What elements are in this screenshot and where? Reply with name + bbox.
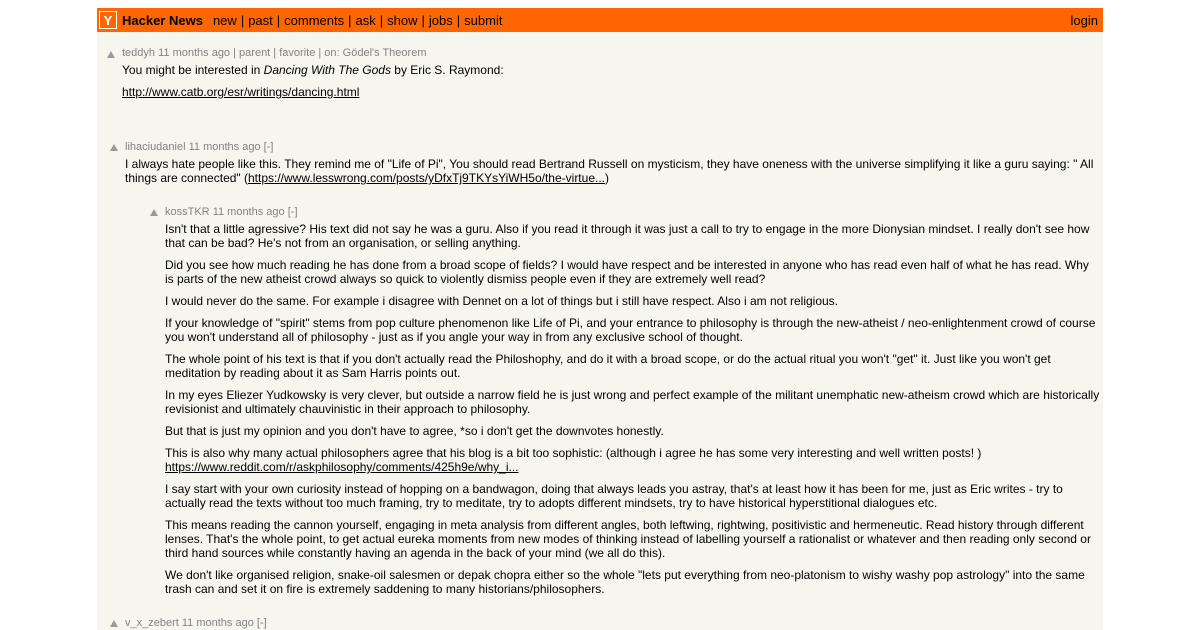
nav-past[interactable]: past (248, 12, 273, 28)
comment-paragraph: We don't like organised religion, snake-oil salesmen or depak chopra either so the whole "lets put everything from neo-platonism to wishy washy pop astrology" into the same trash can and set it on fire is extremely saddening to many historians/philosophers. (165, 568, 1085, 596)
collapse-toggle[interactable]: [-] (256, 617, 267, 629)
collapse-toggle[interactable]: [-] (287, 206, 298, 218)
comment-text (125, 157, 1095, 185)
comment-paragraph (165, 446, 1100, 474)
comment-paragraph: Isn't that a little agressive? His text did not say he was a guru. Also if you read it through it was just a call to try to engage in the more Dionysian mindset. I really don't see how that can be bad? He's not from an organisation, or selling anything. (165, 222, 1090, 250)
nav-separator: | (276, 12, 281, 28)
text-fragment: You might be interested in (122, 63, 264, 77)
story-link[interactable]: Gödel's Theorem (342, 47, 427, 59)
text-fragment: ) (605, 171, 609, 185)
comment-kosstkr (165, 206, 1100, 604)
comment-age[interactable]: 11 months ago (181, 617, 254, 629)
comment-paragraph: I say start with your own curiosity instead of hopping on a bandwagon, doing that always leads you astray, that's at least how it has been for me, just as Eric writes - try to actually read the texts without too much framing, try to meditate, try to adopts different mindsets, try to have historical hyperstitional dialogues etc. (165, 482, 1063, 510)
comment-paragraph (125, 157, 1095, 185)
y-logo-icon[interactable]: Y (99, 11, 117, 29)
comment-user[interactable]: v_x_zebert (125, 617, 179, 629)
comment-header (165, 206, 1100, 218)
nav-separator: | (348, 12, 352, 28)
comment-age[interactable]: 11 months ago (212, 206, 285, 218)
upvote-arrow-icon[interactable] (110, 620, 118, 627)
parent-link[interactable]: parent (239, 47, 271, 59)
nav-submit[interactable]: submit (464, 12, 503, 28)
comment-text (122, 63, 1082, 99)
site-title[interactable]: Hacker News (122, 12, 203, 28)
comment-paragraph: This means reading the cannon yourself, engaging in meta analysis from different angles, both leftwing, rightwing, positivistic and hermeneutic. Read history through different lenses. That's the whole point, to get actual eureka moments from new modes of thinking instead of labelling yourself a rationalist or whatever and then reading only second or third hand sources while constantly having an agenda in the back of your mind (we all do this). (165, 518, 1091, 560)
comment-paragraph (122, 85, 1082, 99)
on-label: on: (324, 47, 340, 59)
nav-separator: | (456, 12, 461, 28)
comment-v-x-zebert (125, 617, 725, 629)
login-link[interactable]: login (1070, 13, 1098, 28)
text-fragment: by Eric S. Raymond: (390, 63, 504, 77)
nav-separator: | (421, 12, 425, 28)
comment-paragraph: Did you see how much reading he has done from a broad scope of fields? I would have respect and be interested in anyone who has read even half of what he has read. Why is parts of the new atheist crowd always so quick to violently dismiss people even if they are extremely well read? (165, 258, 1089, 286)
comment-age[interactable]: 11 months ago (188, 141, 261, 153)
nav-new[interactable]: new (212, 12, 237, 28)
text-fragment: I always hate people like this. They remind me of "Life of Pi", You should read Bertrand Russell on mysticism, they have oneness with the universe simplifying it like a guru saying: " All things are connected" ( (125, 157, 1094, 185)
comment-paragraph (122, 63, 1082, 77)
comment-paragraph: But that is just my opinion and you don't have to agree, *so i don't get the downvotes honestly. (165, 424, 664, 438)
favorite-link[interactable]: favorite (279, 47, 316, 59)
nav-comments[interactable]: comments (284, 12, 345, 28)
upvote-arrow-icon[interactable] (150, 209, 158, 216)
comment-paragraph: I would never do the same. For example i disagree with Dennet on a lot of things but i still have respect. Also i am not religious. (165, 294, 839, 308)
catb-link[interactable]: http://www.catb.org/esr/writings/dancing.html (122, 85, 360, 99)
upvote-arrow-icon[interactable] (110, 144, 118, 151)
comment-user[interactable]: teddyh (122, 47, 156, 59)
comment-teddyh (122, 47, 1082, 107)
comment-paragraph: The whole point of his text is that if you don't actually read the Philoshophy, and do it with a broad scope, or do the actual ritual you won't "get" it. Just like you won't get meditation by reading about it as Sam Harris points out. (165, 352, 1051, 380)
nav-ask[interactable]: ask (355, 12, 376, 28)
comment-user[interactable]: lihaciudaniel (125, 141, 186, 153)
reddit-link[interactable]: https://www.reddit.com/r/askphilosophy/comments/425h9e/why_i... (165, 460, 519, 474)
comment-header: teddyh 11 months ago | parent | favorite | on: Gödel's Theorem (122, 47, 427, 59)
nav-separator: | (379, 12, 384, 28)
nav-show[interactable]: show (387, 12, 418, 28)
book-title: Dancing With The Gods (263, 63, 391, 77)
comment-text (165, 222, 1100, 596)
comment-paragraph: In my eyes Eliezer Yudkowsky is very clever, but outside a narrow field he is just wrong and perfect example of the militant unemphatic new-atheism crowd which are historically revisionist and ultimately chauvinistic in their approach to philosophy. (165, 388, 1100, 416)
comment-paragraph: If your knowledge of "spirit" stems from pop culture phenomenon like Life of Pi, and your entrance to philosophy is through the new-atheist / neo-enlightenment crowd of course you won't understand all of philosophy - just as if you angle your way in from any exclusive school of thought. (165, 316, 1096, 344)
collapse-toggle[interactable]: [-] (263, 141, 274, 153)
nav-jobs[interactable]: jobs (428, 12, 453, 28)
upvote-arrow-icon[interactable] (107, 51, 115, 58)
comment-header (125, 141, 1095, 153)
comment-header (125, 617, 725, 629)
page-container (97, 8, 1103, 630)
comment-lihaciudaniel (125, 141, 1095, 193)
lesswrong-link[interactable]: https://www.lesswrong.com/posts/yDfxTj9TKYsYiWH5o/the-virtue... (248, 171, 605, 185)
text-fragment: This is also why many actual philosophers agree that his blog is a bit too sophistic: (although i agree he has some very interesting and well written posts! ) (165, 446, 982, 460)
top-bar (97, 8, 1103, 32)
nav-separator: | (240, 12, 245, 28)
comment-age[interactable]: 11 months ago (158, 47, 231, 59)
main-nav (213, 13, 503, 28)
comment-user[interactable]: kossTKR (165, 206, 210, 218)
